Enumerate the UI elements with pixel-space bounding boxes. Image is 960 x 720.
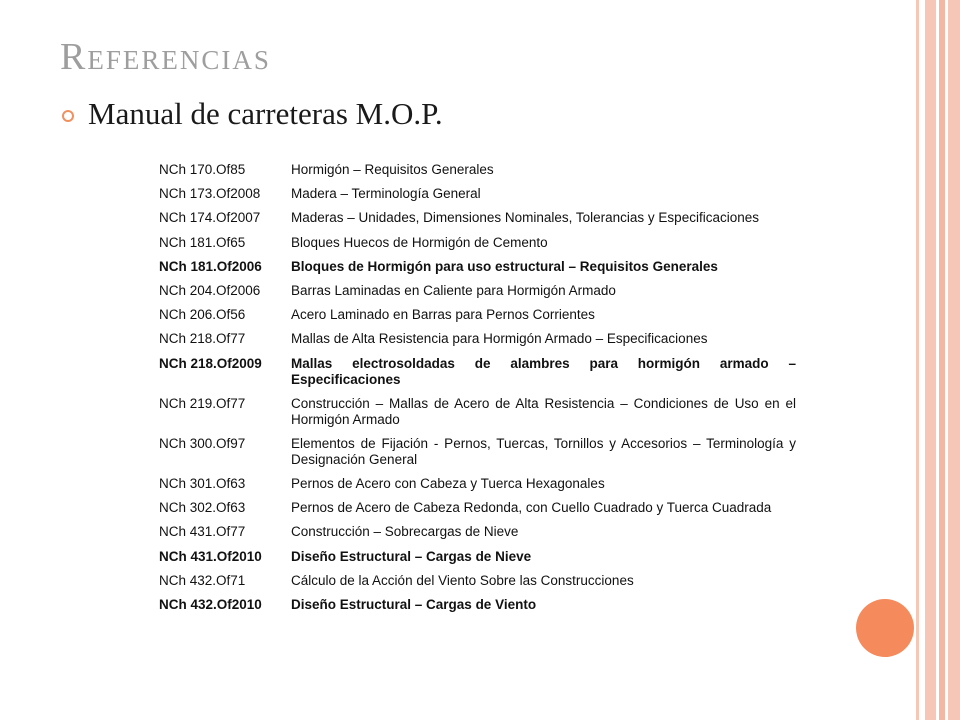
reference-description: Barras Laminadas en Caliente para Hormigón Armado (291, 282, 616, 298)
reference-description: Bloques de Hormigón para uso estructural – Requisitos Generales (291, 258, 718, 274)
bullet-circle-icon (62, 110, 74, 122)
reference-row (159, 356, 796, 388)
reference-code: NCh 218.Of77 (159, 331, 246, 347)
reference-description: Hormigón – Requisitos Generales (291, 162, 494, 177)
reference-row (159, 396, 796, 428)
reference-row (159, 283, 796, 299)
reference-description: Bloques Huecos de Hormigón de Cemento (291, 234, 548, 250)
reference-code: NCh 300.Of97 (159, 435, 246, 451)
reference-description: Pernos de Acero de Cabeza Redonda, con Cuello Cuadrado y Tuerca Cuadrada (291, 500, 772, 516)
reference-code: NCh 204.Of2006 (159, 282, 261, 298)
reference-row (159, 597, 796, 613)
reference-description: Elementos de Fijación - Pernos, Tuercas, Tornillos y Accesorios – Terminología y Designación General (291, 435, 796, 467)
reference-code: NCh 173.Of2008 (159, 186, 261, 202)
bullet-item (62, 96, 443, 132)
reference-description: Construcción – Sobrecargas de Nieve (291, 524, 519, 540)
reference-row (159, 307, 796, 323)
reference-row (159, 162, 796, 178)
reference-description: Cálculo de la Acción del Viento Sobre las Construcciones (291, 572, 634, 588)
reference-code: NCh 432.Of71 (159, 572, 246, 588)
reference-description: Mallas electrosoldadas de alambres para hormigón armado – Especificaciones (291, 355, 796, 387)
reference-row (159, 259, 796, 275)
reference-code: NCh 302.Of63 (159, 500, 246, 516)
stripe (948, 0, 960, 720)
reference-code: NCh 206.Of56 (159, 307, 246, 323)
reference-description: Acero Laminado en Barras para Pernos Corrientes (291, 307, 595, 323)
reference-code: NCh 181.Of2006 (159, 258, 262, 274)
reference-row (159, 235, 796, 251)
reference-description: Construcción – Mallas de Acero de Alta Resistencia – Condiciones de Uso en el Hormigón Armado (291, 395, 796, 427)
reference-row (159, 186, 796, 202)
reference-code: NCh 174.Of2007 (159, 210, 261, 226)
reference-description: Diseño Estructural – Cargas de Viento (291, 597, 537, 612)
reference-code: NCh 219.Of77 (159, 395, 246, 411)
bullet-text: Manual de carreteras M.O.P. (88, 96, 443, 131)
reference-description: Madera – Terminología General (291, 186, 481, 202)
reference-row (159, 331, 796, 347)
reference-description: Mallas de Alta Resistencia para Hormigón Armado – Especificaciones (291, 331, 708, 347)
reference-description: Maderas – Unidades, Dimensiones Nominales, Tolerancias y Especificaciones (291, 210, 759, 226)
reference-code: NCh 431.Of77 (159, 524, 246, 540)
reference-row (159, 573, 796, 589)
slide-title: Referencias (60, 36, 271, 78)
reference-code: NCh 432.Of2010 (159, 597, 262, 612)
reference-code: NCh 301.Of63 (159, 476, 246, 492)
decorative-stripes (916, 0, 960, 720)
reference-row (159, 500, 796, 516)
decorative-circle (856, 599, 914, 657)
reference-row (159, 436, 796, 468)
reference-code: NCh 170.Of85 (159, 162, 246, 177)
reference-code: NCh 431.Of2010 (159, 548, 262, 564)
reference-description: Diseño Estructural – Cargas de Nieve (291, 548, 532, 564)
reference-row (159, 476, 796, 492)
references-table (159, 162, 796, 621)
reference-code: NCh 218.Of2009 (159, 355, 262, 371)
reference-row (159, 524, 796, 540)
reference-row (159, 549, 796, 565)
reference-row (159, 210, 796, 226)
reference-code: NCh 181.Of65 (159, 234, 246, 250)
stripe (925, 0, 936, 720)
reference-description: Pernos de Acero con Cabeza y Tuerca Hexagonales (291, 476, 605, 492)
